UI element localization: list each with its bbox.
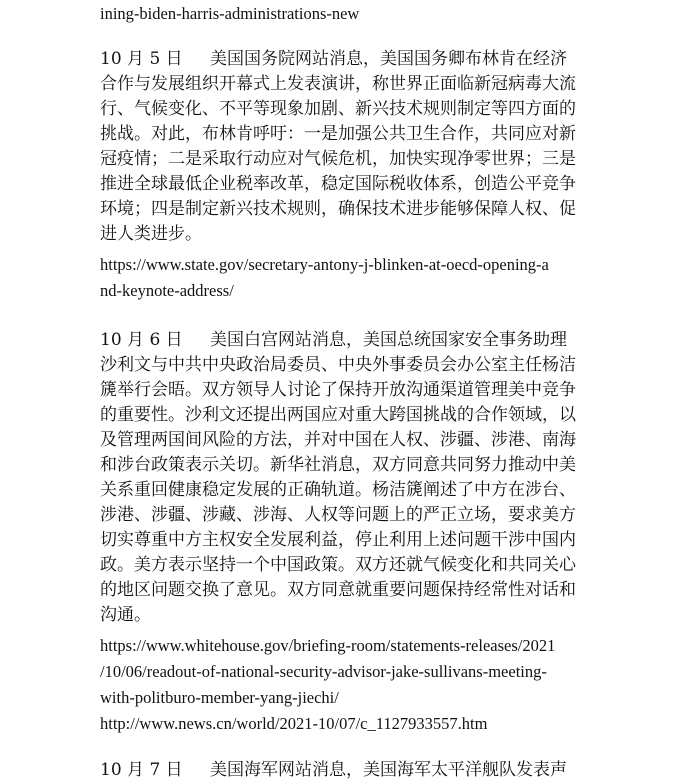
- entry-oct6-url-4[interactable]: http://www.news.cn/world/2021-10/07/c_1127933557.htm: [100, 714, 488, 733]
- entry-oct7-line-1: 10 月 7 日 美国海军网站消息，美国海军太平洋舰队发表声: [100, 760, 567, 780]
- url-continuation[interactable]: ining-biden-harris-administrations-new: [100, 4, 360, 23]
- entry-oct6-line-7: 关系重回健康稳定发展的正确轨道。杨洁篪阐述了中方在涉台、: [100, 480, 576, 500]
- entry-oct6-line-12: 沟通。: [100, 605, 151, 625]
- entry-oct6-date: 10 月 6 日: [100, 330, 183, 350]
- entry-oct7-date: 10 月 7 日: [100, 760, 183, 780]
- entry-oct5-url-2[interactable]: nd-keynote-address/: [100, 281, 234, 300]
- entry-oct6-line-5: 及管理两国间风险的方法，并对中国在人权、涉疆、涉港、南海: [100, 430, 576, 450]
- entry-oct5-line-5: 冠疫情；二是采取行动应对气候危机，加快实现净零世界；三是: [100, 149, 576, 169]
- entry-oct6-line-3: 篪举行会晤。双方领导人讨论了保持开放沟通渠道管理美中竞争: [100, 380, 576, 400]
- entry-oct6-line-11: 的地区问题交换了意见。双方同意就重要问题保持经常性对话和: [100, 580, 576, 600]
- entry-oct5-line-6: 推进全球最低企业税率改革，稳定国际税收体系，创造公平竞争: [100, 174, 576, 194]
- entry-oct5-line-3: 行、气候变化、不平等现象加剧、新兴技术规则制定等四方面的: [100, 99, 576, 119]
- entry-oct6-line-2: 沙利文与中共中央政治局委员、中央外事委员会办公室主任杨洁: [100, 355, 576, 375]
- entry-oct5-url-1[interactable]: https://www.state.gov/secretary-antony-j-blinken-at-oecd-opening-a: [100, 255, 549, 274]
- entry-oct6-line-4: 的重要性。沙利文还提出两国应对重大跨国挑战的合作领域，以: [100, 405, 576, 425]
- entry-oct6-url-3[interactable]: with-politburo-member-yang-jiechi/: [100, 688, 339, 707]
- entry-oct5-line-1: 10 月 5 日 美国国务院网站消息，美国国务卿布林肯在经济: [100, 49, 567, 69]
- entry-oct6-url-2[interactable]: /10/06/readout-of-national-security-advisor-jake-sullivans-meeting-: [100, 662, 547, 681]
- entry-oct6-line-9: 切实尊重中方主权安全发展利益，停止利用上述问题干涉中国内: [100, 530, 576, 550]
- entry-oct6-url-1[interactable]: https://www.whitehouse.gov/briefing-room/statements-releases/2021: [100, 636, 556, 655]
- entry-oct6-line-1: 10 月 6 日 美国白宫网站消息，美国总统国家安全事务助理: [100, 330, 567, 350]
- entry-oct5-date: 10 月 5 日: [100, 49, 183, 69]
- entry-oct5-line-4: 挑战。对此，布林肯呼吁：一是加强公共卫生合作，共同应对新: [100, 124, 576, 144]
- entry-oct5-line-2: 合作与发展组织开幕式上发表演讲，称世界正面临新冠病毒大流: [100, 74, 576, 94]
- entry-oct5-line-7: 环境；四是制定新兴技术规则，确保技术进步能够保障人权、促: [100, 199, 576, 219]
- entry-oct6-line-6: 和涉台政策表示关切。新华社消息，双方同意共同努力推动中美: [100, 455, 576, 475]
- entry-oct6-line-8: 涉港、涉疆、涉藏、涉海、人权等问题上的严正立场，要求美方: [100, 505, 576, 525]
- entry-oct6-line-10: 政。美方表示坚持一个中国政策。双方还就气候变化和共同关心: [100, 555, 576, 575]
- entry-oct5-line-8: 进人类进步。: [100, 224, 202, 244]
